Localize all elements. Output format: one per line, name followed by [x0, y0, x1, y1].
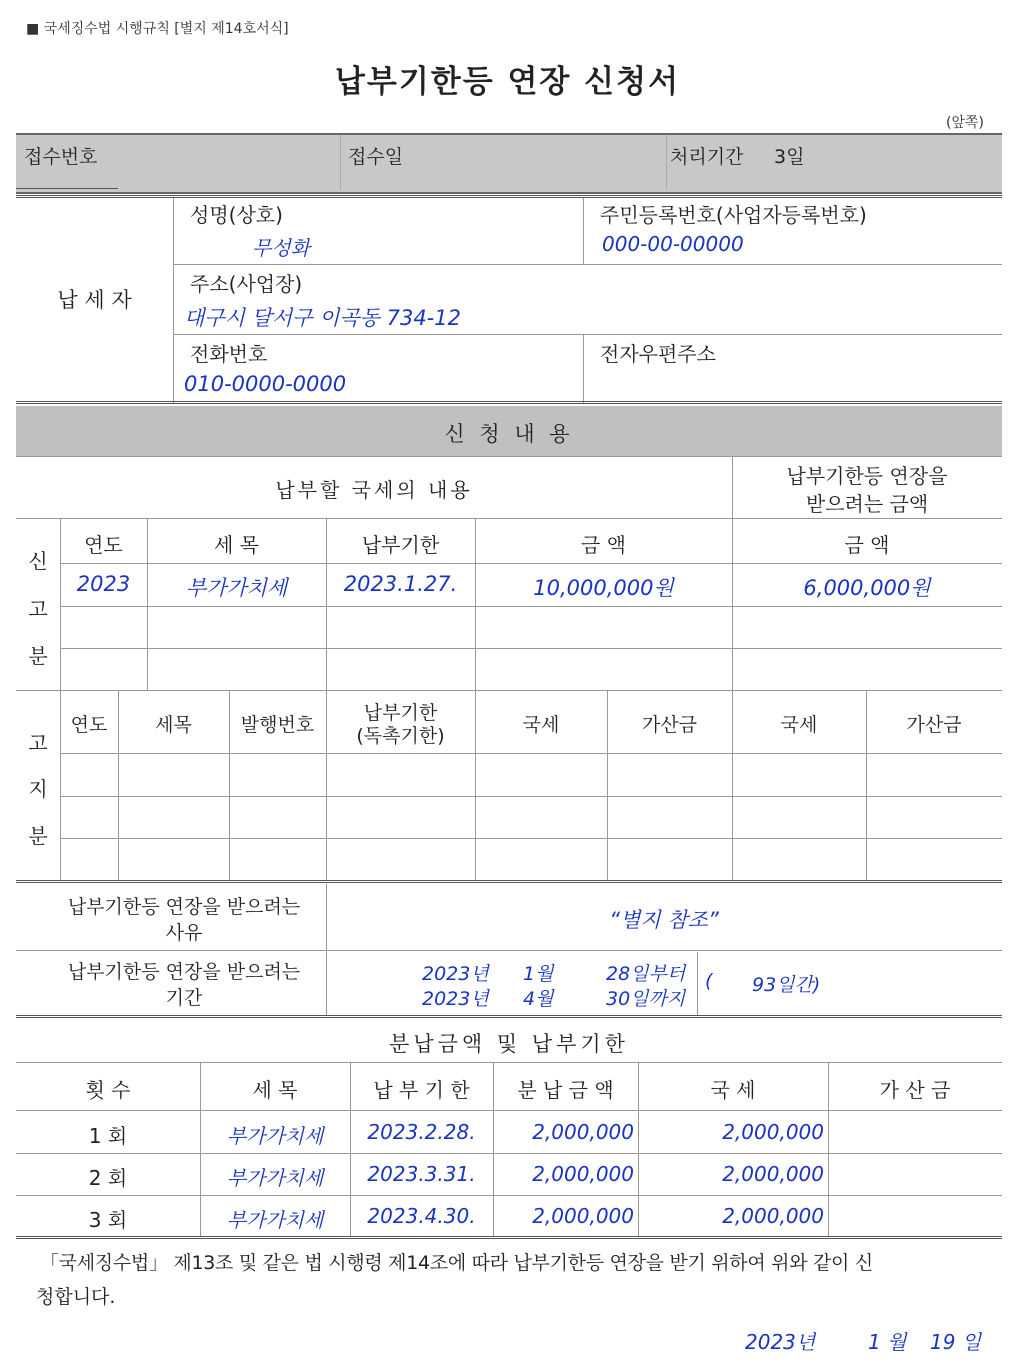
report-header-amount: 금 액 — [581, 533, 626, 557]
page-side-label: (앞쪽) — [946, 115, 984, 131]
period-to-month: 4월 — [523, 988, 554, 1010]
notice-header-extend-surcharge: 가산금 — [906, 714, 962, 736]
declaration-date-day: 19 일 — [930, 1330, 982, 1354]
period-label-line1: 납부기한등 연장을 받으려는 — [67, 961, 301, 983]
declaration-date-year: 2023년 — [745, 1330, 816, 1354]
installment-header-due: 납 부 기 한 — [373, 1078, 470, 1102]
installment-amount: 2,000,000 — [532, 1162, 634, 1186]
report-header-due: 납부기한 — [361, 533, 440, 557]
period-from-month: 1월 — [523, 963, 554, 985]
report-side-char: 신 — [28, 549, 48, 573]
installment-item: 부가가치세 — [226, 1208, 324, 1232]
notice-header-surcharge: 가산금 — [641, 714, 698, 736]
report-header-extend-amount: 금 액 — [844, 533, 890, 557]
taxpayer-section-label: 납 세 자 — [57, 288, 132, 312]
installment-count: 2 회 — [88, 1166, 128, 1190]
report-row-due: 2023.1.27. — [343, 572, 458, 596]
report-row-amount: 10,000,000원 — [533, 576, 674, 600]
notice-header-due: 납부기한 — [363, 702, 438, 724]
processing-period-label: 처리기간 — [670, 146, 744, 168]
notice-header-item: 세목 — [155, 714, 192, 736]
form-reference: ■ 국세징수법 시행규칙 [별지 제14호서식] — [26, 21, 289, 37]
extend-amount-label-line1: 납부기한등 연장을 — [786, 464, 948, 488]
installment-header-national-tax: 국 세 — [710, 1078, 756, 1102]
name-label: 성명(상호) — [190, 203, 283, 227]
registration-number-value: 000-00-00000 — [602, 232, 744, 256]
report-header-item: 세 목 — [214, 533, 259, 557]
notice-side-char: 지 — [28, 777, 48, 801]
installment-header-item: 세 목 — [252, 1078, 298, 1102]
reason-value: “별지 참조” — [609, 908, 719, 932]
reason-label-line2: 사유 — [165, 922, 203, 944]
notice-side-char: 분 — [28, 824, 48, 848]
report-row-item: 부가가치세 — [185, 576, 288, 600]
report-row-year: 2023 — [76, 572, 131, 596]
installments-title: 분납금액 및 납부기한 — [389, 1032, 629, 1056]
period-paren: ( — [705, 970, 713, 992]
declaration-line2: 청합니다. — [36, 1286, 116, 1308]
installment-national-tax: 2,000,000 — [722, 1120, 824, 1144]
declaration-line1: 「국세징수법」 제13조 및 같은 법 시행령 제14조에 따라 납부기한등 연장을 받기 위하여 위와 같이 신 — [40, 1252, 873, 1274]
installment-item: 부가가치세 — [226, 1124, 324, 1148]
installment-header-surcharge: 가 산 금 — [879, 1078, 951, 1102]
installment-due: 2023.2.28. — [367, 1120, 476, 1144]
period-to-day: 30일까지 — [606, 988, 686, 1010]
installment-count: 1 회 — [88, 1124, 128, 1148]
page-title: 납부기한등 연장 신청서 — [334, 64, 681, 100]
report-side-char: 분 — [28, 644, 48, 668]
installment-amount: 2,000,000 — [532, 1204, 634, 1228]
report-header-year: 연도 — [84, 533, 123, 557]
installment-count: 3 회 — [88, 1208, 128, 1232]
period-from-day: 28일부터 — [606, 963, 686, 985]
report-side-char: 고 — [28, 597, 48, 621]
declaration-date-month: 1 월 — [868, 1330, 907, 1354]
reason-label-line1: 납부기한등 연장을 받으려는 — [67, 896, 301, 918]
notice-header-issue-number: 발행번호 — [240, 714, 315, 736]
receipt-bar — [16, 133, 1002, 194]
phone-value: 010-0000-0000 — [184, 372, 347, 396]
period-label-line2: 기간 — [165, 987, 203, 1009]
installment-national-tax: 2,000,000 — [722, 1204, 824, 1228]
installment-due: 2023.3.31. — [367, 1162, 476, 1186]
installment-due: 2023.4.30. — [367, 1204, 476, 1228]
notice-header-extend-national-tax: 국세 — [780, 714, 818, 736]
email-label: 전자우편주소 — [600, 342, 716, 366]
installment-national-tax: 2,000,000 — [722, 1162, 824, 1186]
address-value: 대구시 달서구 이곡동 734-12 — [184, 306, 461, 330]
address-label: 주소(사업장) — [190, 272, 303, 296]
application-band-title: 신 청 내 용 — [444, 422, 574, 446]
phone-label: 전화번호 — [190, 342, 268, 366]
notice-header-national-tax: 국세 — [522, 714, 560, 736]
notice-header-demand-due: (독촉기한) — [356, 725, 445, 747]
installment-header-count: 횟 수 — [85, 1078, 131, 1102]
installment-item: 부가가치세 — [226, 1166, 324, 1190]
installment-header-amount: 분 납 금 액 — [517, 1078, 614, 1102]
notice-header-year: 연도 — [70, 714, 108, 736]
notice-side-char: 고 — [28, 731, 48, 755]
name-value: 무성화 — [252, 236, 310, 260]
installment-amount: 2,000,000 — [532, 1120, 634, 1144]
period-from-year: 2023년 — [422, 963, 489, 985]
period-days: 93일간) — [752, 974, 821, 996]
receipt-number-label: 접수번호 — [24, 146, 98, 168]
processing-period-value: 3일 — [774, 146, 805, 168]
extend-amount-label-line2: 받으려는 금액 — [805, 492, 929, 516]
registration-number-label: 주민등록번호(사업자등록번호) — [600, 203, 867, 227]
tax-content-label: 납부할 국세의 내용 — [275, 478, 473, 502]
period-to-year: 2023년 — [422, 988, 489, 1010]
receipt-date-label: 접수일 — [348, 146, 404, 168]
report-row-extend-amount: 6,000,000원 — [803, 576, 931, 600]
